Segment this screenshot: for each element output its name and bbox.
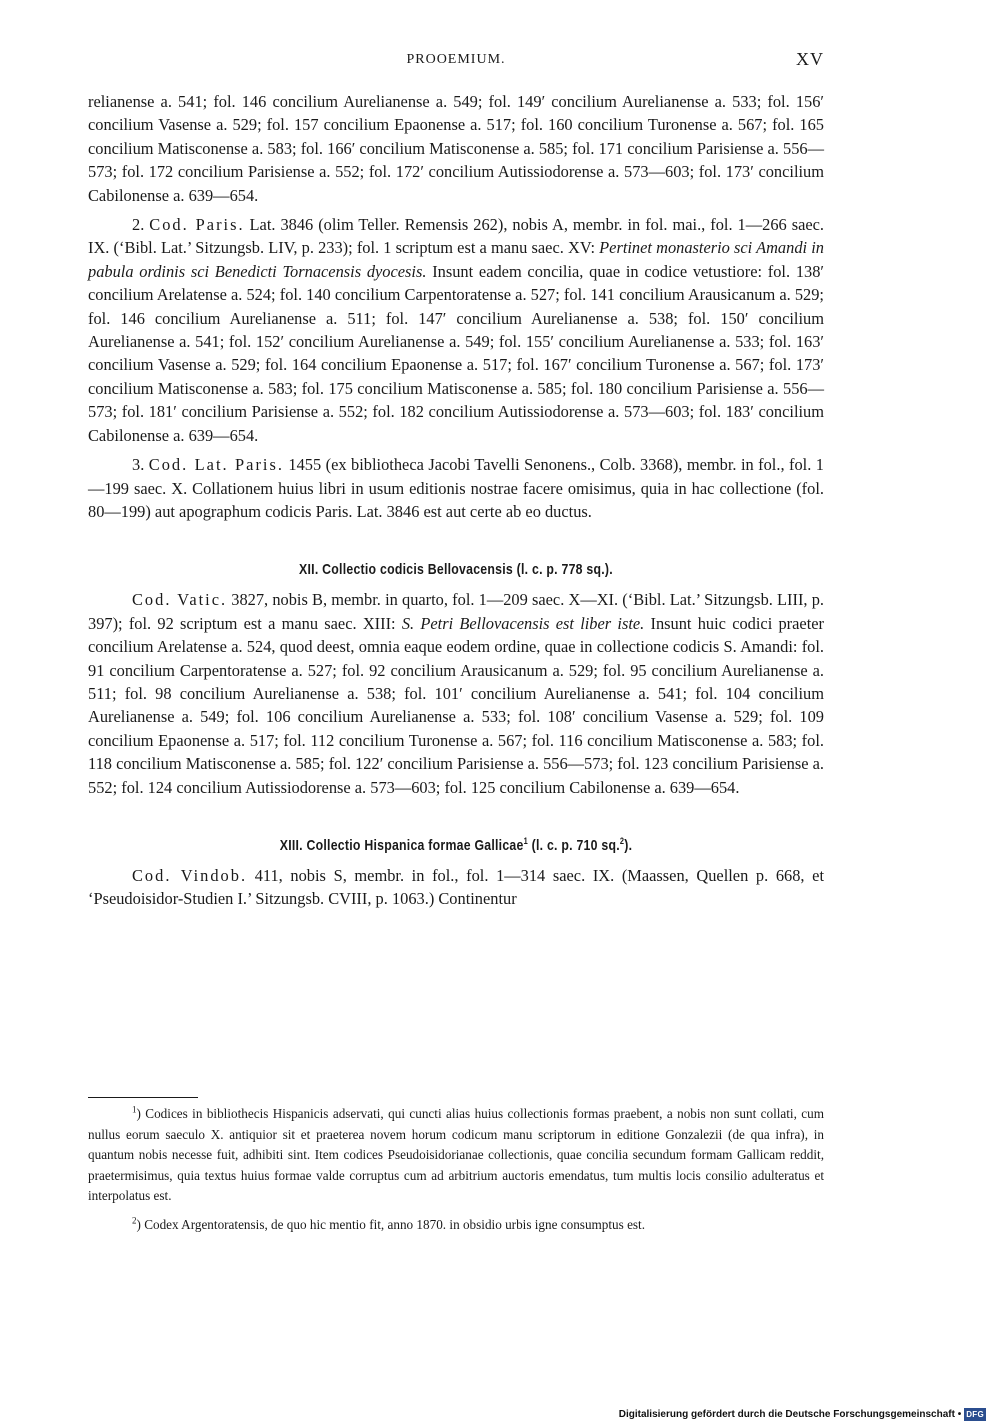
footnote-2 — [88, 1215, 824, 1236]
credit-text: Digitalisierung gefördert durch die Deutsche Forschungsgemeinschaft • — [618, 1408, 962, 1420]
paragraph-text: 3827, nobis B, membr. in quarto, fol. 1—209 saec. X—XI. (‘Bibl. Lat.’ Sitzungsb. LIII, p. 397); fol. 92 scriptum est a manu saec. XIII: — [88, 590, 825, 633]
paragraph-number: 3. — [132, 455, 149, 475]
footnote-reference[interactable]: 1 — [523, 835, 528, 846]
footnote-rule — [88, 1097, 198, 1098]
dfg-logo-icon: DFG — [966, 1409, 984, 1419]
running-head — [88, 49, 824, 72]
footnote-reference[interactable]: 2 — [619, 835, 625, 846]
footnote-text: ) Codices in bibliothecis Hispanicis adservati, qui cuncti alias huius collectionis formas praebent, a nobis non sunt collati, cum nullus eorum saeculo X. antiquior sit et praeterea novem horum codicum manu scriptorum in editione Gonzalezii (de qua infra), in quantum nobis necesse fuit, adhibiti sint. Item codices Pseudoisidorianae collectionis, quae concilia secundum formam Gallicam reddit, praetermisimus, quia textus huius formae valde corruptus cum ad arbitrium auctoris emendatus, tum multis locis consilio adulteratus et interpolatus est. — [88, 1106, 824, 1203]
paragraph-codex-vindob-411 — [88, 864, 824, 911]
codex-siglum: Cod. Paris. — [149, 215, 245, 235]
section-heading-text: (l. c. p. 710 sq. — [527, 836, 620, 854]
digitization-credit — [619, 1407, 986, 1421]
footnote-1 — [88, 1104, 824, 1207]
paragraph-codex-paris-1455 — [88, 453, 824, 523]
paragraph-codex-paris-3846 — [88, 213, 824, 447]
page-number: XV — [796, 49, 824, 69]
paragraph-text: 411, nobis S, membr. in fol., fol. 1—314 saec. IX. (Maassen, Quellen p. 668, et ‘Pseudoisidor-Studien I.’ Sitzungsb. CVIII, p. 1063.) Continentur — [88, 865, 825, 909]
codex-siglum: Cod. Lat. Paris. — [148, 455, 284, 475]
codex-siglum: Cod. Vatic. — [132, 590, 228, 610]
italic-quotation: S. Petri Bellovacensis est liber iste. — [401, 613, 645, 633]
footnote-number: 1 — [132, 1104, 137, 1115]
italic-quotation: Pertinet monasterio sci Amandi in pabula ordinis sci Benedicti Tornacensis dyocesis. — [88, 238, 824, 281]
paragraph-text: Lat. 3846 (olim Teller. Remensis 262), nobis A, membr. in fol. mai., fol. 1—266 saec. IX. (‘Bibl. Lat.’ Sitzungsb. LIV, p. 233); fol. 1 scriptum est a manu saec. XV: — [88, 215, 824, 258]
paragraph-text: Insunt huic codici praeter concilium Arelatense a. 524, quod deest, omnia eaque eodem ordine, quae in collectione codicis S. Amandi: fol. 91 concilium Carpentoratense a. 527; fol. 92 concilium Arausicanum a. 529; fol. 95 concilium Aurelianense a. 511; fol. 98 concilium Aurelianense a. 538; fol. 101′ concilium Aurelianense a. 541; fol. 104 concilium Aurelianense a. 549; fol. 106 concilium Aurelianense a. 533; fol. 108′ concilium Vasense a. 529; fol. 109 concilium Epaonense a. 517; fol. 112 concilium Turonense a. 567; fol. 116 concilium Matisconense a. 583; fol. 118 concilium Matisconense a. 585; fol. 122′ concilium Parisiense a. 556—573; fol. 123 concilium Parisiense a. 552; fol. 124 concilium Autissiodorense a. 573—603; fol. 125 concilium Cabilonense a. 639—654. — [88, 613, 824, 797]
section-heading-xiii — [154, 837, 758, 854]
paragraph-text: Insunt eadem concilia, quae in codice vetustiore: fol. 138′ concilium Arelatense a. 524; fol. 140 concilium Carpentoratense a. 527; fol. 141 concilium Arausicanum a. 529; fol. 146 concilium Aurelianense a. 511; fol. 147′ concilium Aurelianense a. 538; fol. 150′ concilium Aurelianense a. 541; fol. 152′ concilium Aurelianense a. 549; fol. 155′ concilium Aurelianense a. 533; fol. 163′ concilium Vasense a. 529; fol. 164 concilium Epaonense a. 517; fol. 167′ concilium Turonense a. 567; fol. 173′ concilium Matisconense a. 583; fol. 175 concilium Matisconense a. 585; fol. 180 concilium Parisiense a. 556—573; fol. 181′ concilium Parisiense a. 552; fol. 182 concilium Autissiodorense a. 573—603; fol. 183′ concilium Cabilonense a. 639—654. — [88, 261, 824, 445]
section-heading-xii: XII. Collectio codicis Bellovacensis (l. c. p. 778 sq.). — [299, 561, 613, 579]
footnote-text: ) Codex Argentoratensis, de quo hic mentio fit, anno 1870. in obsidio urbis igne consumptus est. — [136, 1216, 646, 1232]
section-heading-text: ). — [624, 836, 633, 854]
footnote-number: 2 — [132, 1215, 137, 1226]
paragraph-text: 1455 (ex bibliotheca Jacobi Tavelli Senonens., Colb. 3368), membr. in fol., fol. 1—199 saec. X. Collationem huius libri in usum editionis nostrae facere omisimus, quia in hac collectione (fol. 80—199) aut apographum codicis Paris. Lat. 3846 est aut certe ab eo ductus. — [88, 455, 824, 521]
footnotes — [88, 1104, 824, 1235]
page-body — [88, 90, 824, 911]
section-heading-text: XIII. Collectio Hispanica formae Gallicae — [279, 836, 524, 854]
codex-siglum: Cod. Vindob. — [132, 865, 248, 885]
running-title: PROOEMIUM. — [406, 52, 506, 67]
paragraph-codex-vatic-3827 — [88, 588, 824, 799]
paragraph-number: 2. — [132, 215, 150, 235]
paragraph-continued: relianense a. 541; fol. 146 concilium Aurelianense a. 549; fol. 149′ concilium Aurelianense a. 533; fol. 156′ concilium Vasense a. 529; fol. 157 concilium Epaonense a. 517; fol. 160 concilium Turonense a. 567; fol. 165 concilium Matisconense a. 583; fol. 166′ concilium Matisconense a. 585; fol. 171 concilium Parisiense a. 556—573; fol. 172 concilium Parisiense a. 552; fol. 172′ concilium Autissiodorense a. 573—603; fol. 173′ concilium Cabilonense a. 639—654. — [88, 92, 824, 205]
